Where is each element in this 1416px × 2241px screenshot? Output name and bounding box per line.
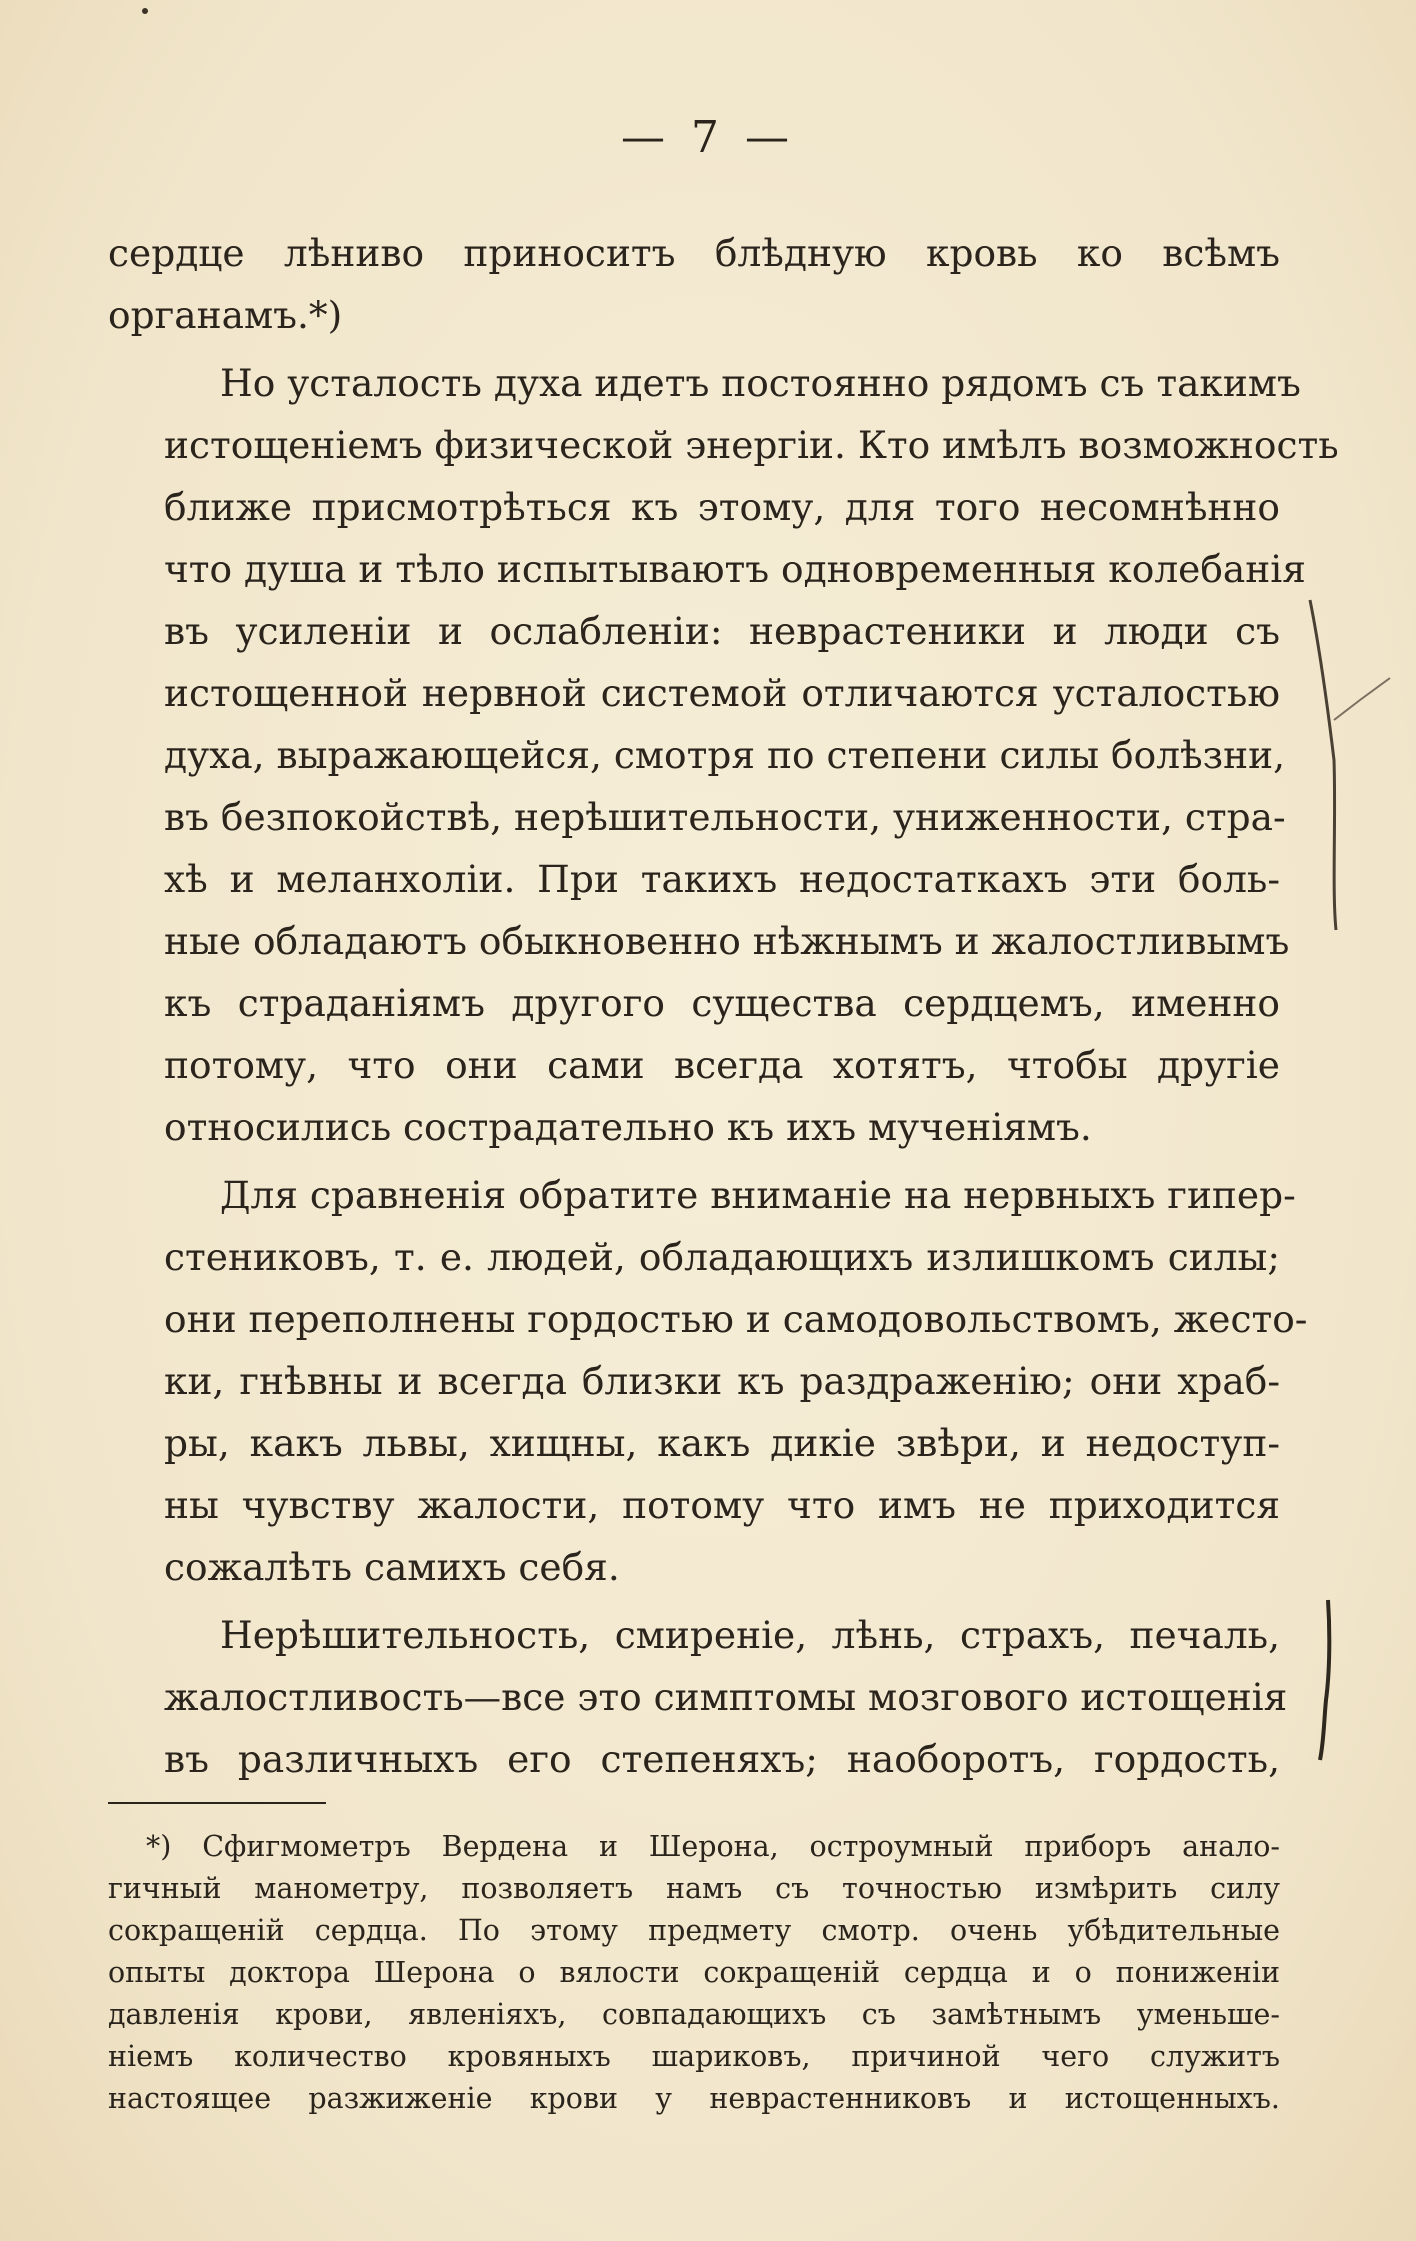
text-line: что душа и тѣло испытываютъ одновременныя колебанія [164, 547, 1306, 591]
text-line: ки, гнѣвны и всегда близки къ раздраженію; они храб- [164, 1359, 1280, 1403]
text-line: Нерѣшительность, смиреніе, лѣнь, страхъ, печаль, [220, 1613, 1280, 1657]
paragraph-2 [108, 352, 1339, 1158]
footnote [108, 1826, 1280, 2120]
text-line: органамъ.*) [108, 293, 343, 337]
text-line: истощеніемъ физической энергіи. Кто имѣлъ возможность [164, 423, 1339, 467]
text-line: духа, выражающейся, смотря по степени силы болѣзни, [164, 733, 1286, 777]
footnote-line: ніемъ количество кровяныхъ шариковъ, причиной чего служитъ [108, 2040, 1280, 2073]
footnote-line: опыты доктора Шерона о вялости сокращеній сердца и о пониженіи [108, 1956, 1280, 1989]
text-line: Для сравненія обратите вниманіе на нервныхъ гипер- [220, 1173, 1296, 1217]
margin-bracket-mark [1320, 1600, 1329, 1760]
text-line: ближе присмотрѣться къ этому, для того несомнѣнно [164, 485, 1280, 529]
text-line: относились сострадательно къ ихъ мученіямъ. [164, 1105, 1092, 1149]
body-text [108, 222, 1339, 1790]
paragraph-3 [108, 1164, 1308, 1598]
margin-pencil-marks [1290, 590, 1400, 1790]
text-line: Но усталость духа идетъ постоянно рядомъ съ такимъ [220, 361, 1301, 405]
footnote-line: гичный манометру, позволяетъ намъ съ точностью измѣрить силу [108, 1872, 1280, 1905]
text-line: ные обладаютъ обыкновенно нѣжнымъ и жалостливымъ [164, 919, 1290, 963]
footnote-divider [108, 1802, 326, 1804]
text-line: стениковъ, т. е. людей, обладающихъ излишкомъ силы; [164, 1235, 1280, 1279]
text-line: ны чувству жалости, потому что имъ не приходится [164, 1483, 1280, 1527]
text-line: жалостливость—все это симптомы мозгового истощенія [164, 1675, 1288, 1719]
footnote-line: настоящее разжиженіе крови у неврастенниковъ и истощенныхъ. [108, 2082, 1280, 2115]
text-line: въ различныхъ его степеняхъ; наоборотъ, гордость, [164, 1737, 1280, 1781]
footnote-line: *) Сфигмометръ Вердена и Шерона, остроумный приборъ анало- [146, 1830, 1280, 1863]
text-line: хѣ и меланхоліи. При такихъ недостаткахъ эти боль- [164, 857, 1280, 901]
ink-dot [142, 8, 148, 14]
text-line: ры, какъ львы, хищны, какъ дикіе звѣри, и недоступ- [164, 1421, 1280, 1465]
text-line: сожалѣть самихъ себя. [164, 1545, 620, 1589]
margin-bracket-mark [1310, 600, 1336, 930]
paragraph-4 [108, 1604, 1288, 1790]
page-number: — 7 — [621, 112, 795, 163]
margin-check-mark [1334, 678, 1390, 720]
text-line: къ страданіямъ другого существа сердцемъ, именно [164, 981, 1280, 1025]
paragraph-1 [108, 222, 1280, 346]
footnote-line: сокращеній сердца. По этому предмету смотр. очень убѣдительные [108, 1914, 1280, 1947]
footnote-line: давленія крови, явленіяхъ, совпадающихъ съ замѣтнымъ уменьше- [108, 1998, 1280, 2031]
text-line: потому, что они сами всегда хотятъ, чтобы другіе [164, 1043, 1280, 1087]
text-line: они переполнены гордостью и самодовольствомъ, жесто- [164, 1297, 1308, 1341]
text-line: сердце лѣниво приноситъ блѣдную кровь ко всѣмъ [108, 231, 1280, 275]
text-line: истощенной нервной системой отличаются усталостью [164, 671, 1280, 715]
text-line: въ усиленіи и ослабленіи: неврастеники и люди съ [164, 609, 1280, 653]
text-line: въ безпокойствѣ, нерѣшительности, униженности, стра- [164, 795, 1286, 839]
